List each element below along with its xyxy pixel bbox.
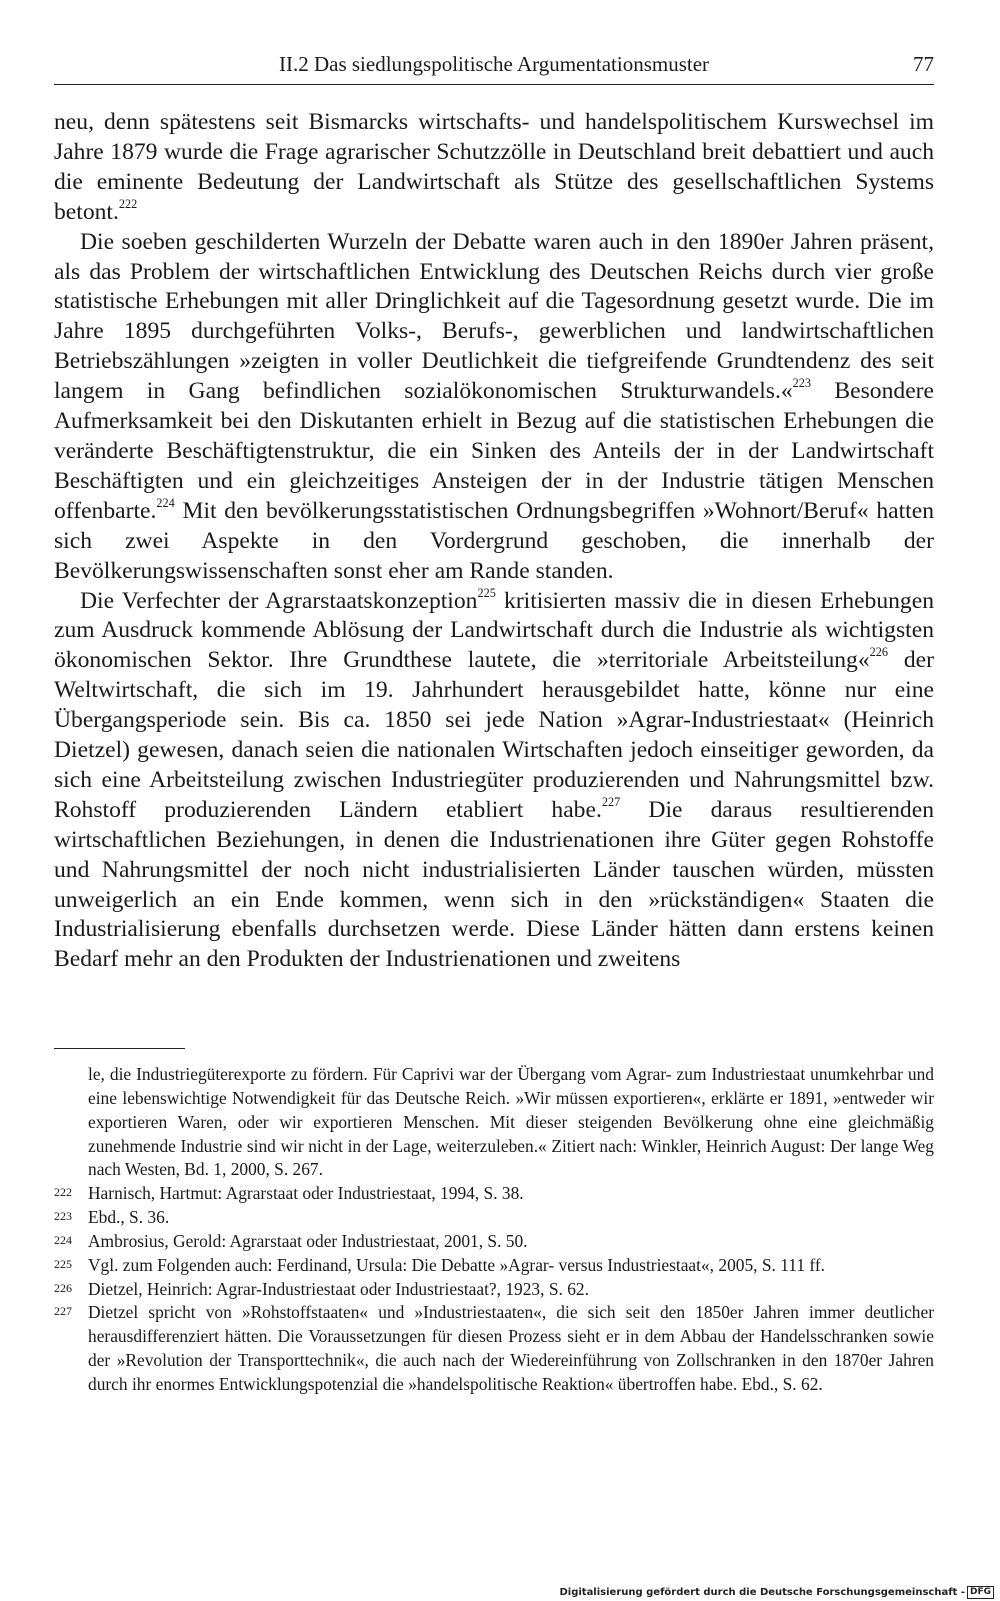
footnote-ref-222[interactable]: 222 <box>118 196 138 211</box>
digitization-credit <box>559 1586 994 1599</box>
dfg-logo-icon: DFG <box>967 1586 994 1599</box>
paragraph-2 <box>54 228 934 587</box>
footnote-ref-224[interactable]: 224 <box>156 495 175 510</box>
footnote-number: 227 <box>54 1304 72 1319</box>
paragraph-1 <box>54 108 934 228</box>
footnote-225 <box>54 1254 934 1278</box>
footnote-number: 225 <box>54 1256 72 1271</box>
paragraph-2-text-c: Mit den bevölkerungsstatistischen Ordnungsbegriffen »Wohnort/Beruf« hatten sich zwei Aspekte in den Vordergrund geschoben, die innerhalb der Bevölkerungswissenschaften sonst eher am Rande standen. <box>54 497 934 584</box>
paragraph-3-text-d: Die daraus resultierenden wirtschaftlichen Beziehungen, in denen die Industrienationen ihre Güter gegen Rohstoffe und Nahrungsmittel der noch nicht industrialisierten Länder tauschen würden, müssten unweigerlich an ein Ende kommen, wenn sich in den »rückständigen« Staaten die Industrialisierung ebenfalls durchsetzen werde. Diese Länder hätten dann erstens keinen Bedarf mehr an den Produkten der Industrienationen und zweitens <box>54 796 934 973</box>
digitization-credit-text: Digitalisierung gefördert durch die Deutsche Forschungsgemeinschaft - <box>559 1587 965 1598</box>
footnote-224 <box>54 1230 934 1254</box>
footnotes <box>54 1063 934 1397</box>
paragraph-3 <box>54 587 934 976</box>
footnote-number: 222 <box>54 1185 72 1200</box>
paragraph-1-text: neu, denn spätestens seit Bismarcks wirtschafts- und handelspolitischem Kurswechsel im Jahre 1879 wurde die Frage agrarischer Schutzzölle in Deutschland breit debattiert und auch die eminente Bedeutung der Landwirtschaft als Stütze des gesellschaftlichen Systems betont. <box>54 109 934 225</box>
main-text <box>54 108 934 975</box>
paragraph-3-text-c: der Weltwirtschaft, die sich im 19. Jahrhundert herausgebildet hatte, könne nur eine Übergangsperiode sein. Bis ca. 1850 sei jede Nation »Agrar-Industriestaat« (Heinrich Dietzel) gewesen, danach seien die nationalen Wirtschaften jedoch einseitiger geworden, da sich eine Arbeitsteilung zwischen Industriegüter produzierenden und Nahrungsmittel bzw. Rohstoff produzierenden Ländern etabliert habe. <box>54 647 934 823</box>
footnote-227 <box>54 1301 934 1396</box>
footnote-ref-225[interactable]: 225 <box>477 585 496 600</box>
footnote-223 <box>54 1206 934 1230</box>
footnote-number: 224 <box>54 1232 72 1247</box>
footnote-text: Ambrosius, Gerold: Agrarstaat oder Industriestaat, 2001, S. 50. <box>88 1230 528 1251</box>
footnote-226 <box>54 1278 934 1302</box>
footnote-number: 226 <box>54 1280 72 1295</box>
footnote-ref-223[interactable]: 223 <box>792 376 812 391</box>
page-number: 77 <box>913 52 934 76</box>
running-head: II.2 Das siedlungspolitische Argumentationsmuster <box>278 52 710 76</box>
paragraph-2-text-a: Die soeben geschilderten Wurzeln der Debatte waren auch in den 1890er Jahren präsent, als das Problem der wirtschaftlichen Entwicklung des Deutschen Reichs durch vier große statistische Erhebungen mit aller Dringlichkeit auf die Tagesordnung gesetzt wurde. Die im Jahre 1895 durchgeführten Volks-, Berufs-, gewerblichen und landwirtschaftlichen Betriebszählungen »zeigten in voller Deutlichkeit die tiefgreifende Grundtendenz des seit langem in Gang befindlichen sozialökonomischen Strukturwandels.« <box>54 228 934 405</box>
footnote-separator <box>54 1048 185 1049</box>
paragraph-3-text-a: Die Verfechter der Agrarstaatskonzeption <box>80 587 478 614</box>
paragraph-3-text-b: kritisierten massiv die in diesen Erhebungen zum Ausdruck kommende Ablösung der Landwirtschaft durch die Industrie als wichtigsten ökonomischen Sektor. Ihre Grundthese lautete, die »territoriale Arbeitsteilung« <box>54 587 934 674</box>
footnote-222 <box>54 1182 934 1206</box>
footnote-continuation: le, die Industriegüterexporte zu fördern. Für Caprivi war der Übergang vom Agrar- zum Industriestaat unumkehrbar und eine lebenswichtige Notwendigkeit für das Deutsche Reich. »Wir müssen exportieren«, erklärte er 1891, »entweder wir exportieren Waren, oder wir exportieren Menschen. Mit dieser steigenden Bevölkerung ohne eine gleichmäßig zunehmende Industrie sind wir nicht in der Lage, weiterzuleben.« Zitiert nach: Winkler, Heinrich August: Der lange Weg nach Westen, Bd. 1, 2000, S. 267. <box>88 1064 934 1180</box>
footnote-text: Harnisch, Hartmut: Agrarstaat oder Industriestaat, 1994, S. 38. <box>88 1183 524 1204</box>
footnote-number: 223 <box>54 1209 72 1224</box>
footnote-text: Vgl. zum Folgenden auch: Ferdinand, Ursula: Die Debatte »Agrar- versus Industriestaat«, 2005, S. 111 ff. <box>88 1254 825 1275</box>
footnote-text: Dietzel, Heinrich: Agrar-Industriestaat oder Industriestaat?, 1923, S. 62. <box>88 1278 589 1299</box>
footnote-ref-227[interactable]: 227 <box>601 794 621 809</box>
paragraph-2-text-b: Besondere Aufmerksamkeit bei den Diskutanten erhielt in Bezug auf die statistischen Erhebungen die veränderte Beschäftigtenstruktur, die ein Sinken des Anteils der in der Landwirtschaft Beschäftigten und ein gleichzeitiges Ansteigen der in der Industrie tätigen Menschen offenbarte. <box>54 378 934 524</box>
footnote-ref-226[interactable]: 226 <box>869 645 889 660</box>
footnote-text: Ebd., S. 36. <box>88 1207 170 1228</box>
page-header <box>54 50 934 85</box>
footnote-text: Dietzel spricht von »Rohstoffstaaten« und »Industriestaaten«, die sich seit den 1850er Jahren immer deutlicher herausdifferenziert hätten. Die Voraussetzungen für diesen Prozess sieht er in dem Abbau der Handelsschranken sowie der »Revolution der Transporttechnik«, die auch nach der Wiedereinführung von Zollschranken in den 1870er Jahren durch ihr enormes Entwicklungspotenzial die »handelspolitische Reaktion« übertroffen habe. Ebd., S. 62. <box>88 1302 934 1394</box>
